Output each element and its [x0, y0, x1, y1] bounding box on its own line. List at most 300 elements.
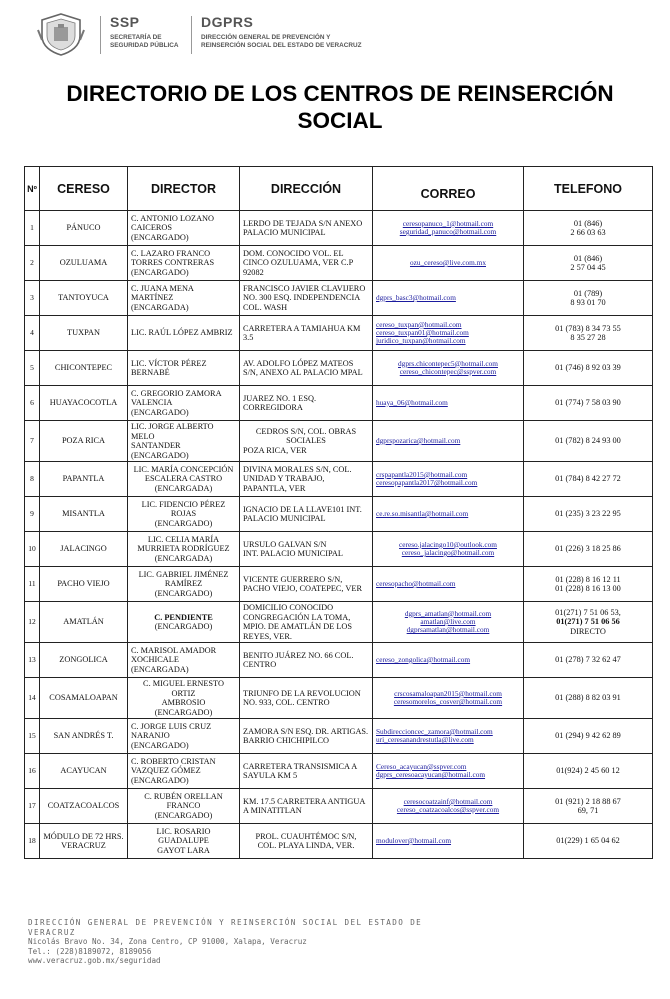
director-line: AMBROSIO — [161, 698, 206, 707]
correo-cell — [373, 421, 524, 462]
director-line: VALENCIA — [131, 398, 173, 408]
director-line: FRANCO — [166, 801, 201, 811]
divider — [191, 16, 192, 54]
direccion-line: 3.5 — [243, 333, 254, 342]
director-line: (ENCARGADO) — [131, 775, 189, 785]
director-line: C. PENDIENTE — [154, 612, 213, 622]
direccion-line: FRANCISCO JAVIER CLAVIJERO — [243, 283, 366, 293]
table-row — [25, 754, 653, 789]
direccion-line: URSULO GALVAN S/N — [243, 539, 327, 549]
direccion-line: KM. 17.5 CARRETERA ANTIGUA — [243, 796, 366, 806]
table-row — [25, 386, 653, 421]
director-line: TORRES CONTRERAS — [131, 258, 215, 268]
director-cell — [128, 246, 240, 281]
correo-cell — [373, 386, 524, 421]
direccion-line: VICENTE GUERRERO S/N, — [243, 574, 343, 584]
direccion-line: CONGREGACIÓN LA TOMA, — [243, 612, 351, 622]
row-number: 18 — [25, 824, 40, 859]
director-line: (ENCARGADA) — [154, 483, 213, 493]
veracruz-seal-icon — [34, 12, 88, 56]
dgprs-name — [201, 34, 362, 49]
director-line: LIC. ROSARIO GUADALUPE — [156, 826, 211, 846]
director-line: (ENCARGADO) — [154, 588, 213, 598]
director-line: RAMÍREZ — [164, 579, 203, 589]
direccion-cell — [240, 602, 373, 643]
direccion-line: PALACIO MUNICIPAL — [243, 228, 326, 237]
letterhead — [28, 10, 648, 58]
telefono-cell — [524, 246, 653, 281]
ssp-name-line: SECRETARÍA DE — [110, 34, 162, 41]
email-link[interactable]: cereso_chicontepec@sspver.com — [399, 367, 497, 376]
cereso-name: POZA RICA — [40, 421, 128, 462]
director-cell — [128, 351, 240, 386]
footer-address: Nicolás Bravo No. 34, Zona Centro, CP 91000, Xalapa, Veracruz — [28, 937, 307, 947]
cereso-name: MISANTLA — [40, 497, 128, 532]
direccion-line: DIVINA MORALES S/N, COL. — [243, 464, 352, 474]
director-line: LIC. MARÍA CONCEPCIÓN — [133, 464, 234, 474]
direccion-cell — [240, 643, 373, 678]
director-line: MURRIETA RODRÍGUEZ — [137, 544, 230, 554]
dgprs-name-line: REINSERCIÓN SOCIAL DEL ESTADO DE VERACRUZ — [201, 41, 362, 49]
table-row — [25, 567, 653, 602]
director-line: XOCHICALE — [131, 655, 179, 665]
phone-line: 8 35 27 28 — [570, 333, 606, 342]
table-row — [25, 643, 653, 678]
director-line: (ENCARGADO) — [131, 232, 189, 242]
phone-line: 01 (228) 8 16 13 00 — [555, 584, 621, 593]
direccion-cell — [240, 824, 373, 859]
footer-line: VERACRUZ — [28, 927, 76, 937]
row-number: 1 — [25, 211, 40, 246]
director-line: SANTANDER — [131, 441, 181, 450]
direccion-cell — [240, 281, 373, 316]
director-line: (ENCARGADA) — [131, 664, 189, 674]
row-number: 6 — [25, 386, 40, 421]
director-line: BERNABÉ — [131, 368, 170, 377]
direccion-line: CARRETERA TRANSISMICA A — [243, 761, 358, 771]
direccion-line: CINCO OZULUAMA, VER C.P — [243, 258, 354, 268]
row-number: 11 — [25, 567, 40, 602]
email-link[interactable]: dgprspozarica@hotmail.com — [376, 435, 461, 445]
email-link[interactable]: cereso_jalacingo@hotmail.com — [401, 548, 495, 557]
cereso-name: PAPANTLA — [40, 462, 128, 497]
cereso-name: COATZACOALCOS — [40, 789, 128, 824]
director-line: CAICEROS — [131, 223, 173, 233]
director-line: C. MIGUEL ERNESTO ORTIZ — [143, 679, 224, 698]
row-number: 13 — [25, 643, 40, 678]
email-link[interactable]: seguridad_panuco@hotmail.com — [399, 227, 497, 236]
footer-contact — [28, 918, 498, 966]
direccion-line: COL. WASH — [243, 302, 288, 312]
cereso-name: TUXPAN — [40, 316, 128, 351]
column-header-director: DIRECTOR — [128, 167, 240, 211]
table-row — [25, 789, 653, 824]
phone-line: 01 (846) — [573, 253, 603, 263]
direccion-line: UNIDAD Y TRABAJO, — [243, 474, 325, 484]
director-line: NARANJO — [131, 731, 170, 741]
column-header-num: Nº — [25, 167, 40, 211]
director-line: GAYOT LARA — [157, 845, 210, 855]
telefono-cell — [524, 351, 653, 386]
correo-cell — [373, 824, 524, 859]
direccion-line: COL. PLAYA LINDA, VER. — [257, 841, 355, 850]
phone-line: DIRECTO — [570, 626, 606, 636]
phone-line: 01 (782) 8 24 93 00 — [555, 436, 621, 446]
direccion-line: CEDROS S/N, COL. OBRAS — [255, 426, 357, 436]
direccion-line: AV. ADOLFO LÓPEZ MATEOS — [243, 358, 354, 368]
director-line: C. JORGE LUIS CRUZ — [131, 721, 212, 731]
direccion-line: IGNACIO DE LA LLAVE101 INT. — [243, 504, 362, 514]
director-line: LIC. RAÚL LÓPEZ AMBRIZ — [131, 328, 233, 338]
telefono-cell — [524, 386, 653, 421]
correo-cell — [373, 316, 524, 351]
director-line: ROJAS — [170, 509, 197, 519]
correo-cell — [373, 246, 524, 281]
table-row — [25, 351, 653, 386]
director-cell — [128, 602, 240, 643]
director-line: C. ROBERTO CRISTAN — [131, 756, 216, 766]
dgprs-abbreviation: DGPRS — [201, 14, 254, 30]
director-line: (ENCARGADO) — [131, 267, 189, 277]
director-line: VAZQUEZ GÓMEZ — [131, 766, 201, 776]
phone-line: 2 66 03 63 — [570, 228, 606, 237]
direccion-line: REYES, VER. — [243, 631, 292, 641]
direccion-cell — [240, 246, 373, 281]
director-line: C. JUANA MENA MARTÍNEZ — [131, 283, 194, 303]
director-cell — [128, 462, 240, 497]
telefono-cell — [524, 281, 653, 316]
email-link[interactable]: cereso_tuxpan01@hotmail.com — [376, 327, 469, 337]
email-link[interactable]: Subdireccioncec_zamora@hotmail.com — [376, 726, 493, 736]
telefono-cell — [524, 497, 653, 532]
direccion-line: CENTRO — [243, 660, 277, 669]
direccion-line: NO. 933, COL. CENTRO — [243, 698, 330, 707]
email-link[interactable]: ozu_cereso@live.com.mx — [409, 257, 486, 267]
correo-cell — [373, 462, 524, 497]
row-number: 8 — [25, 462, 40, 497]
email-link[interactable]: dgprs_amatlan@hotmail.com — [404, 608, 492, 618]
cereso-name: COSAMALOAPAN — [40, 678, 128, 719]
row-number: 14 — [25, 678, 40, 719]
title-line: SOCIAL — [297, 108, 383, 133]
email-link[interactable]: ceresopapantla2017@hotmail.com — [376, 478, 478, 487]
director-line: (ENCARGADO) — [131, 740, 189, 750]
director-line: (ENCARGADO) — [154, 707, 213, 717]
direccion-line: JUAREZ NO. 1 ESQ. — [243, 393, 317, 403]
director-cell — [128, 281, 240, 316]
telefono-cell — [524, 719, 653, 754]
row-number: 9 — [25, 497, 40, 532]
cereso-name: CHICONTEPEC — [40, 351, 128, 386]
telefono-cell — [524, 789, 653, 824]
director-line: (ENCARGADO) — [154, 810, 213, 820]
direccion-line: S/N, ANEXO AL PALACIO MPAL — [243, 368, 363, 377]
phone-line: 01 (278) 7 32 62 47 — [555, 655, 621, 665]
direccion-cell — [240, 754, 373, 789]
correo-cell — [373, 754, 524, 789]
cereso-name: OZULUAMA — [40, 246, 128, 281]
column-header-direccion: DIRECCIÓN — [240, 167, 373, 211]
director-cell — [128, 719, 240, 754]
direccion-line: TRIUNFO DE LA REVOLUCION — [243, 688, 361, 698]
director-line: C. ANTONIO LOZANO — [131, 213, 215, 223]
email-link[interactable]: ceresopacho@hotmail.com — [376, 578, 456, 588]
director-cell — [128, 386, 240, 421]
director-line: LIC. CELIA MARÍA — [147, 534, 220, 544]
table-row — [25, 421, 653, 462]
row-number: 5 — [25, 351, 40, 386]
telefono-cell — [524, 602, 653, 643]
column-header-telefono: TELEFONO — [524, 167, 653, 211]
telefono-cell — [524, 421, 653, 462]
table-row — [25, 281, 653, 316]
email-link[interactable]: crspapantla2015@hotmail.com — [376, 469, 468, 479]
direccion-cell — [240, 532, 373, 567]
director-line: (ENCARGADO) — [131, 450, 189, 460]
cereso-name: JALACINGO — [40, 532, 128, 567]
email-link[interactable]: ceresopanuco_1@hotmail.com — [402, 218, 494, 228]
phone-line: 01(271) 7 51 06 56 — [556, 617, 620, 627]
telefono-cell — [524, 643, 653, 678]
cereso-name: HUAYACOCOTLA — [40, 386, 128, 421]
table-row — [25, 246, 653, 281]
row-number: 4 — [25, 316, 40, 351]
director-cell — [128, 567, 240, 602]
direccion-line: NO. 300 ESQ. INDEPENDENCIA — [243, 293, 361, 303]
director-line: LIC. VÍCTOR PÉREZ — [131, 358, 207, 368]
phone-line: 01(271) 7 51 06 53, — [555, 607, 621, 617]
correo-cell — [373, 497, 524, 532]
cereso-name: PACHO VIEJO — [40, 567, 128, 602]
cereso-name: PÁNUCO — [40, 211, 128, 246]
row-number: 17 — [25, 789, 40, 824]
footer-website: www.veracruz.gob.mx/seguridad — [28, 956, 161, 966]
director-cell — [128, 789, 240, 824]
correo-cell — [373, 789, 524, 824]
ssp-name-line: SEGURIDAD PÚBLICA — [110, 41, 179, 49]
direccion-line: DOMICILIO CONOCIDO — [243, 603, 334, 612]
phone-line: 01 (784) 8 42 27 72 — [555, 474, 621, 484]
divider — [100, 16, 101, 54]
direccion-cell — [240, 567, 373, 602]
phone-line: 01(229) 1 65 04 62 — [556, 836, 620, 846]
phone-line: 01 (789) — [573, 288, 603, 298]
email-link[interactable]: modulover@hotmail.com — [376, 835, 452, 845]
row-number: 7 — [25, 421, 40, 462]
phone-line: 8 93 01 70 — [570, 298, 606, 307]
director-cell — [128, 532, 240, 567]
email-link[interactable]: Cereso_acayucan@sspver.com — [376, 761, 467, 771]
direccion-cell — [240, 211, 373, 246]
director-line: ESCALERA CASTRO — [144, 474, 223, 484]
footer-line: DIRECCIÓN GENERAL DE PREVENCIÓN Y REINSERCIÓN SOCIAL DEL ESTADO DE — [28, 918, 423, 927]
page-title — [20, 80, 660, 134]
correo-cell — [373, 678, 524, 719]
table-row — [25, 824, 653, 859]
direccion-line: SOCIALES — [286, 436, 326, 446]
correo-cell — [373, 211, 524, 246]
direccion-cell — [240, 789, 373, 824]
direccion-line: SAYULA KM 5 — [243, 771, 298, 780]
telefono-cell — [524, 678, 653, 719]
director-cell — [128, 824, 240, 859]
direccion-cell — [240, 497, 373, 532]
direccion-line: CORREGIDORA — [243, 403, 303, 412]
table-row — [25, 532, 653, 567]
email-link[interactable]: dgprs_ceresoacayucan@hotmail.com — [376, 770, 486, 779]
email-link[interactable]: dgprsamatlan@hotmail.com — [406, 625, 490, 635]
email-link[interactable]: ceresocoatzainf@hotmail.com — [403, 796, 493, 806]
direccion-cell — [240, 316, 373, 351]
director-line: (ENCARGADO) — [154, 518, 213, 528]
phone-line: 01(924) 2 45 60 12 — [556, 766, 620, 776]
telefono-cell — [524, 567, 653, 602]
telefono-cell — [524, 754, 653, 789]
direccion-line: DOM. CONOCIDO VOL. EL — [243, 248, 344, 258]
cereso-name: ZONGOLICA — [40, 643, 128, 678]
direccion-line: 92082 — [243, 267, 264, 277]
correo-cell — [373, 567, 524, 602]
row-number: 15 — [25, 719, 40, 754]
director-line: (ENCARGADO) — [154, 622, 213, 631]
row-number: 3 — [25, 281, 40, 316]
email-link[interactable]: cereso_coatzacoalcos@sspver.com — [396, 805, 500, 814]
director-cell — [128, 643, 240, 678]
correo-cell — [373, 281, 524, 316]
director-cell — [128, 316, 240, 351]
correo-cell — [373, 532, 524, 567]
direccion-line: POZA RICA, VER — [243, 445, 307, 455]
title-line: DIRECTORIO DE LOS CENTROS DE REINSERCIÓN — [66, 81, 614, 106]
direccion-cell — [240, 421, 373, 462]
director-cell — [128, 497, 240, 532]
direccion-cell — [240, 386, 373, 421]
table-row — [25, 462, 653, 497]
phone-line: 01 (774) 7 58 03 90 — [555, 398, 621, 408]
table-row — [25, 497, 653, 532]
direccion-line: PALACIO MUNICIPAL — [243, 514, 326, 523]
director-line: LIC. JORGE ALBERTO MELO — [131, 422, 214, 441]
phone-line: 01 (746) 8 92 03 39 — [555, 363, 621, 373]
direccion-line: PAPANTLA, VER — [243, 483, 306, 493]
direccion-line: CARRETERA A TAMIAHUA KM — [243, 323, 361, 333]
email-link[interactable]: ceresomorelos_cosver@hotmail.com — [393, 697, 503, 706]
director-line: C. RUBÉN ORELLAN — [144, 791, 223, 801]
director-line: LIC. FIDENCIO PÉREZ — [141, 499, 226, 509]
table-row — [25, 602, 653, 643]
email-link[interactable]: dgprs_basc3@hotmail.com — [376, 292, 456, 302]
row-number: 16 — [25, 754, 40, 789]
phone-line: 01 (783) 8 34 73 55 — [555, 323, 621, 333]
column-header-cereso: CERESO — [40, 167, 128, 211]
direccion-line: INT. PALACIO MUNICIPAL — [243, 549, 343, 558]
email-link[interactable]: crscosamaloapan2015@hotmail.com — [394, 688, 502, 698]
direccion-line: BARRIO CHICHIPILCO — [243, 736, 329, 745]
correo-cell — [373, 719, 524, 754]
table-row — [25, 678, 653, 719]
direccion-line: LERDO DE TEJADA S/N ANEXO — [243, 218, 363, 228]
direccion-line: BENITO JUÁREZ NO. 66 COL. — [243, 650, 354, 660]
telefono-cell — [524, 316, 653, 351]
dgprs-name-line: DIRECCIÓN GENERAL DE PREVENCIÓN Y — [201, 34, 331, 41]
column-header-correo: CORREO — [373, 167, 524, 211]
email-link[interactable]: cereso_zongolica@hotmail.com — [376, 654, 471, 664]
phone-line: 01 (226) 3 18 25 86 — [555, 544, 621, 554]
telefono-cell — [524, 532, 653, 567]
telefono-cell — [524, 462, 653, 497]
row-number: 12 — [25, 602, 40, 643]
row-number: 10 — [25, 532, 40, 567]
table-row — [25, 316, 653, 351]
direccion-line: A MINATITLAN — [243, 806, 302, 815]
director-line: C. MARISOL AMADOR — [131, 645, 217, 655]
table-row — [25, 211, 653, 246]
telefono-cell — [524, 824, 653, 859]
ssp-abbreviation: SSP — [110, 14, 140, 30]
director-line: C. LAZARO FRANCO — [131, 248, 211, 258]
correo-cell — [373, 351, 524, 386]
email-link[interactable]: dgprs.chicontepec5@hotmail.com — [398, 358, 498, 368]
cereso-name: TANTOYUCA — [40, 281, 128, 316]
email-link[interactable]: amatlan@live.com — [420, 616, 476, 626]
direccion-line: PROL. CUAUHTÉMOC S/N, — [255, 831, 357, 841]
table-row — [25, 719, 653, 754]
email-link[interactable]: cereso.jalacingo10@outlook.com — [399, 539, 497, 549]
phone-line: 01 (228) 8 16 12 11 — [555, 574, 621, 584]
director-cell — [128, 754, 240, 789]
director-line: (ENCARGADA) — [154, 553, 213, 563]
correo-cell — [373, 602, 524, 643]
direccion-cell — [240, 462, 373, 497]
cereso-name: MÓDULO DE 72 HRS. VERACRUZ — [40, 824, 128, 859]
phone-line: 01 (921) 2 18 88 67 — [555, 796, 621, 806]
director-cell — [128, 678, 240, 719]
phone-line: 69, 71 — [577, 806, 599, 815]
director-line: (ENCARGADO) — [131, 407, 189, 417]
cereso-name: SAN ANDRÉS T. — [40, 719, 128, 754]
directory-table — [24, 166, 653, 859]
director-cell — [128, 211, 240, 246]
table-header-row — [25, 167, 653, 211]
correo-cell — [373, 643, 524, 678]
email-link[interactable]: uri_ceresanandrestutla@live.com — [376, 735, 474, 744]
direccion-line: ZAMORA S/N ESQ. DR. ARTIGAS. — [243, 726, 369, 736]
email-link[interactable]: ce.re.so.misantla@hotmail.com — [376, 508, 469, 518]
direccion-line: PACHO VIEJO, COATEPEC, VER — [243, 584, 363, 593]
footer-phone: Tel.: (228)8189072, 8189056 — [28, 946, 152, 956]
ssp-name — [110, 34, 179, 49]
director-line: LIC. GABRIEL JIMÉNEZ — [138, 569, 229, 579]
phone-line: 01 (846) — [573, 218, 603, 228]
director-cell — [128, 421, 240, 462]
director-line: C. GREGORIO ZAMORA — [131, 388, 222, 398]
email-link[interactable]: cereso_tuxpan@hotmail.com — [376, 319, 462, 329]
direccion-line: MPIO. DE AMATLÁN DE LOS — [243, 622, 353, 631]
row-number: 2 — [25, 246, 40, 281]
direccion-cell — [240, 351, 373, 386]
direccion-cell — [240, 719, 373, 754]
telefono-cell — [524, 211, 653, 246]
phone-line: 01 (235) 3 23 22 95 — [555, 509, 621, 519]
phone-line: 01 (288) 8 82 03 91 — [555, 693, 621, 703]
phone-line: 2 57 04 45 — [570, 263, 606, 272]
email-link[interactable]: huaya_06@hotmail.com — [376, 397, 448, 407]
cereso-name: AMATLÁN — [40, 602, 128, 643]
email-link[interactable]: juridico_tuxpan@hotmail.com — [376, 336, 466, 346]
phone-line: 01 (294) 9 42 62 89 — [555, 731, 621, 741]
director-line: (ENCARGADA) — [131, 302, 189, 312]
cereso-name: ACAYUCAN — [40, 754, 128, 789]
